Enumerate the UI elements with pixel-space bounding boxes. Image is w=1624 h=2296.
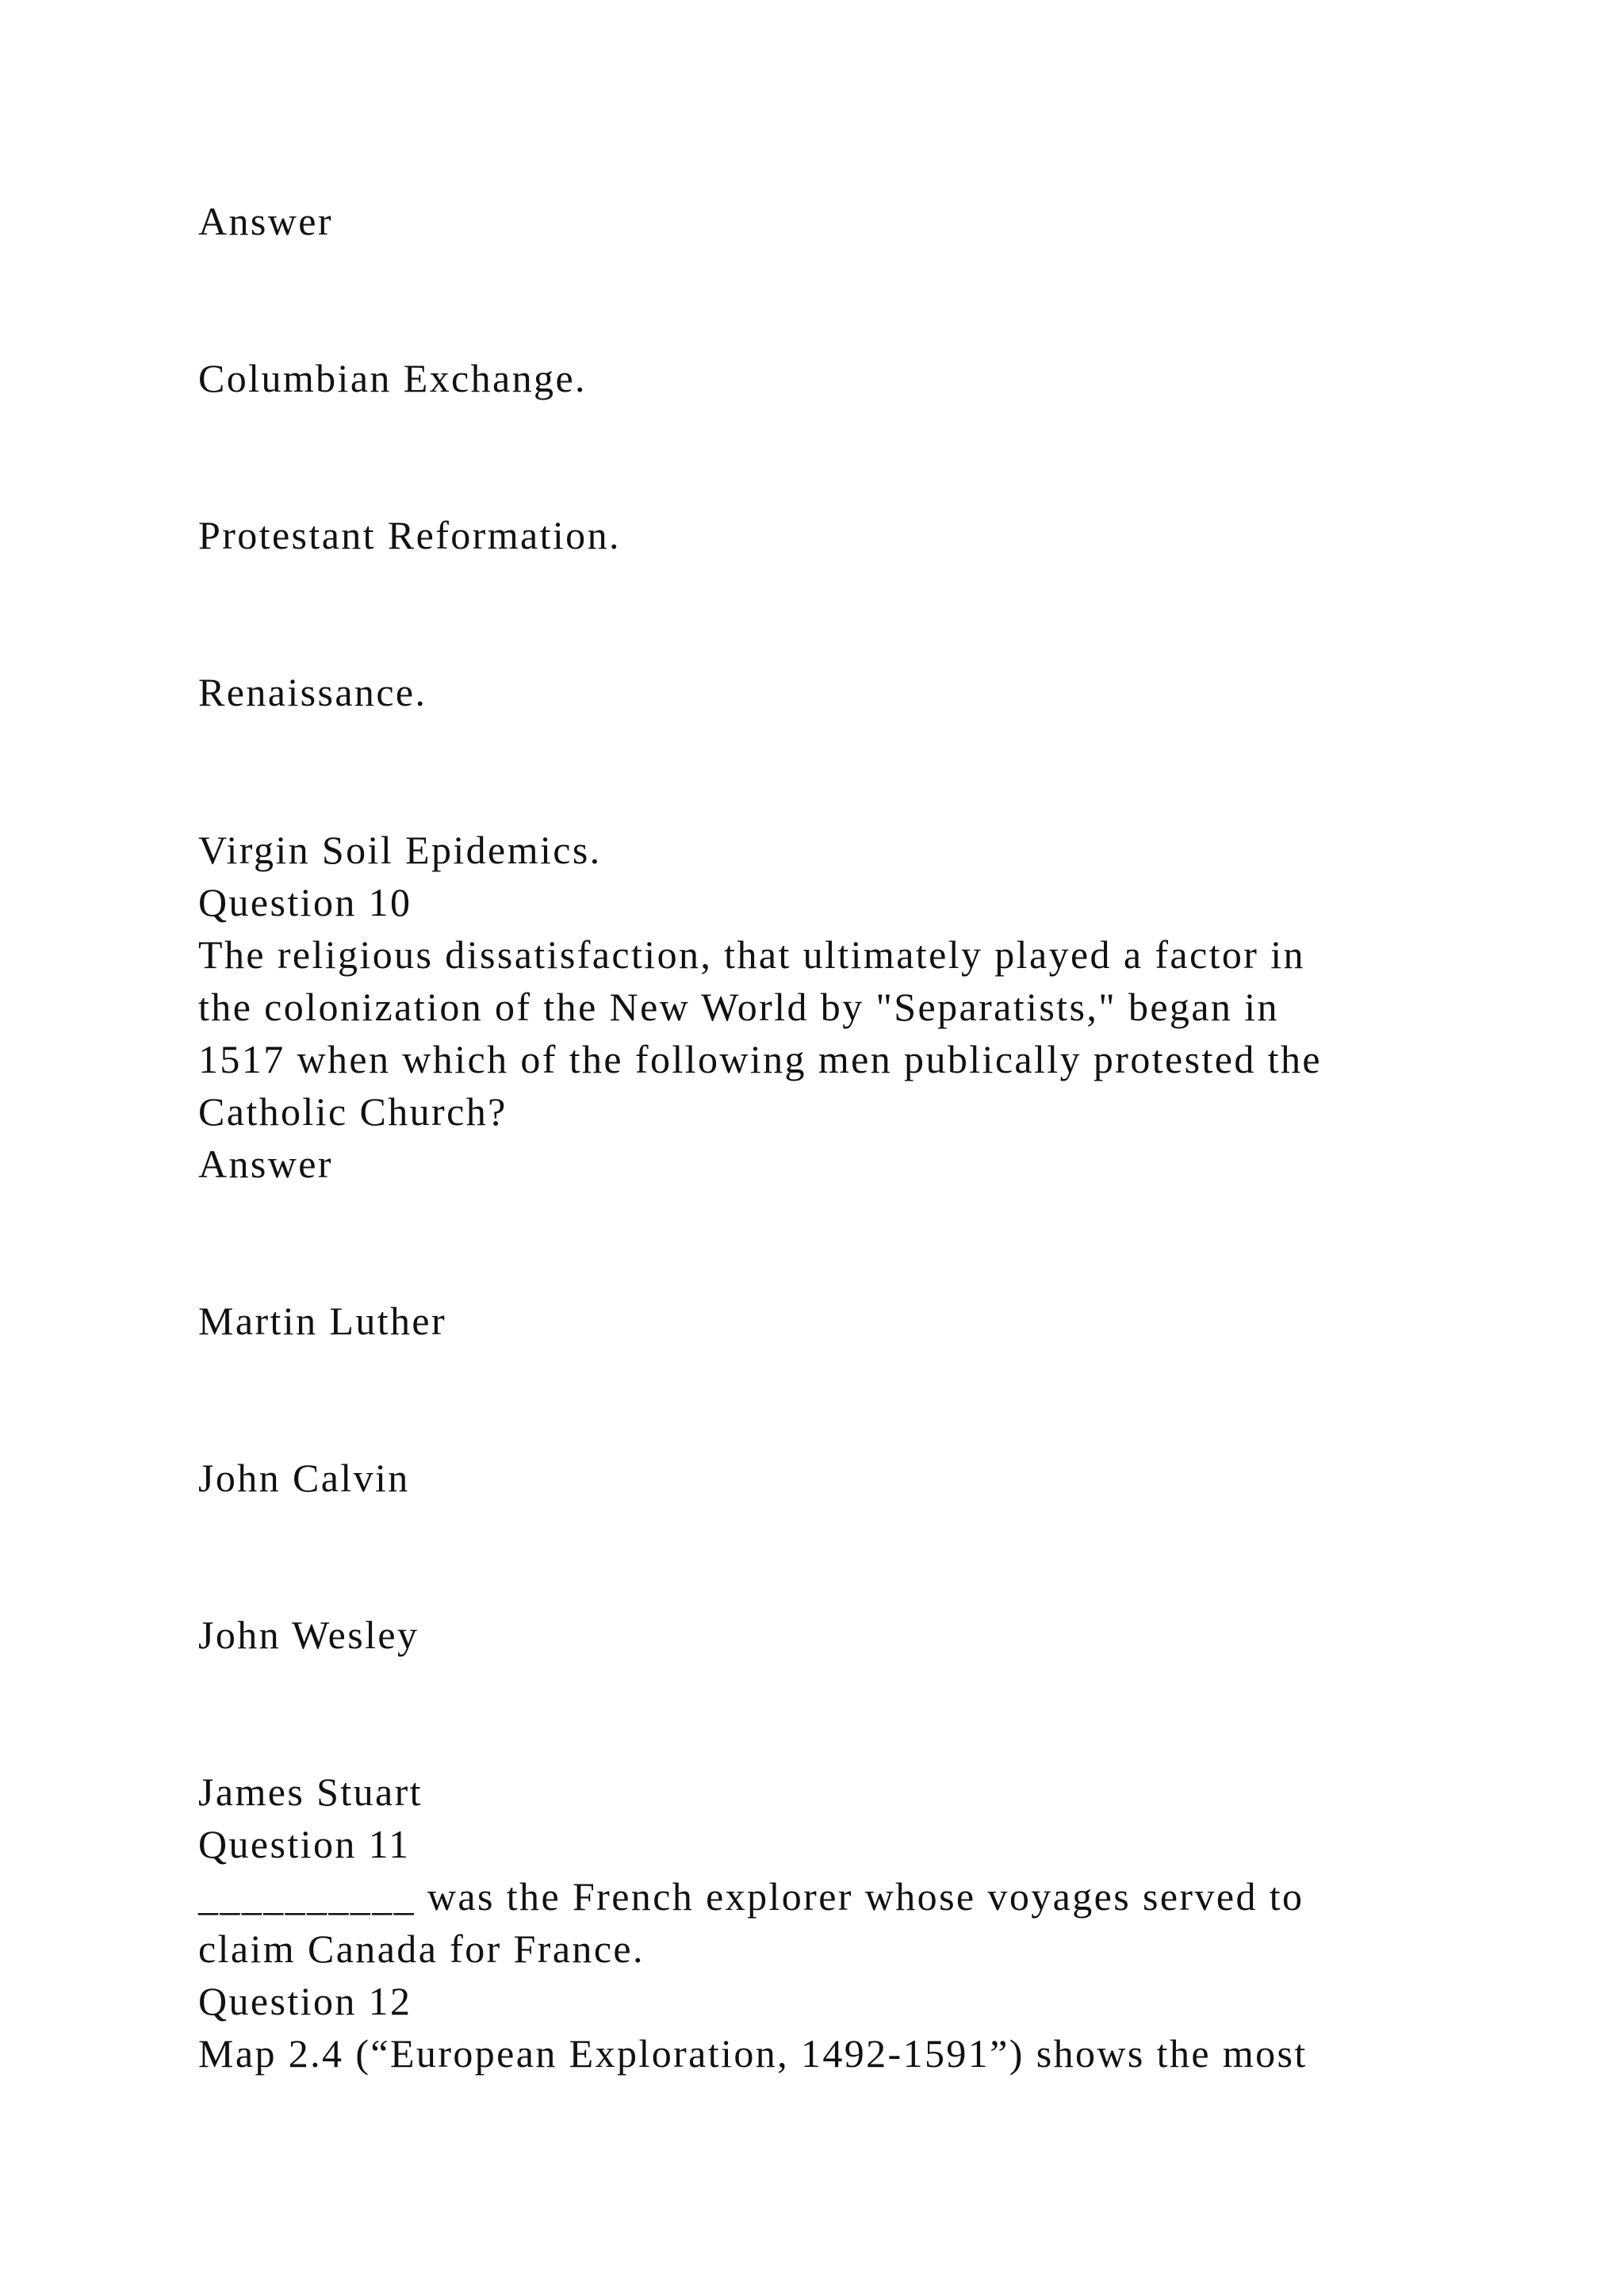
answer-option: Martin Luther [198, 1299, 447, 1343]
question-text: Map 2.4 (“European Exploration, 1492-1591”) shows the most [198, 2031, 1308, 2076]
answer-label: Answer [198, 1142, 333, 1186]
question-text: Catholic Church? [198, 1089, 508, 1134]
answer-option: John Calvin [198, 1456, 410, 1500]
question-heading: Question 12 [198, 1979, 412, 2023]
question-text: __________ was the French explorer whose voyages served to [198, 1874, 1304, 1919]
question-text: The religious dissatisfaction, that ultimately played a factor in [198, 932, 1305, 977]
answer-label: Answer [198, 199, 333, 243]
question-text: 1517 when which of the following men publically protested the [198, 1037, 1322, 1081]
question-text: claim Canada for France. [198, 1927, 645, 1971]
answer-option: Protestant Reformation. [198, 513, 621, 557]
answer-option: John Wesley [198, 1613, 419, 1657]
question-text: the colonization of the New World by "Separatists," began in [198, 985, 1279, 1029]
question-heading: Question 11 [198, 1822, 411, 1866]
answer-option: Renaissance. [198, 670, 427, 714]
question-heading: Question 10 [198, 880, 412, 924]
answer-option: Virgin Soil Epidemics. [198, 828, 602, 872]
answer-option: Columbian Exchange. [198, 356, 587, 400]
answer-option: James Stuart [198, 1770, 423, 1814]
